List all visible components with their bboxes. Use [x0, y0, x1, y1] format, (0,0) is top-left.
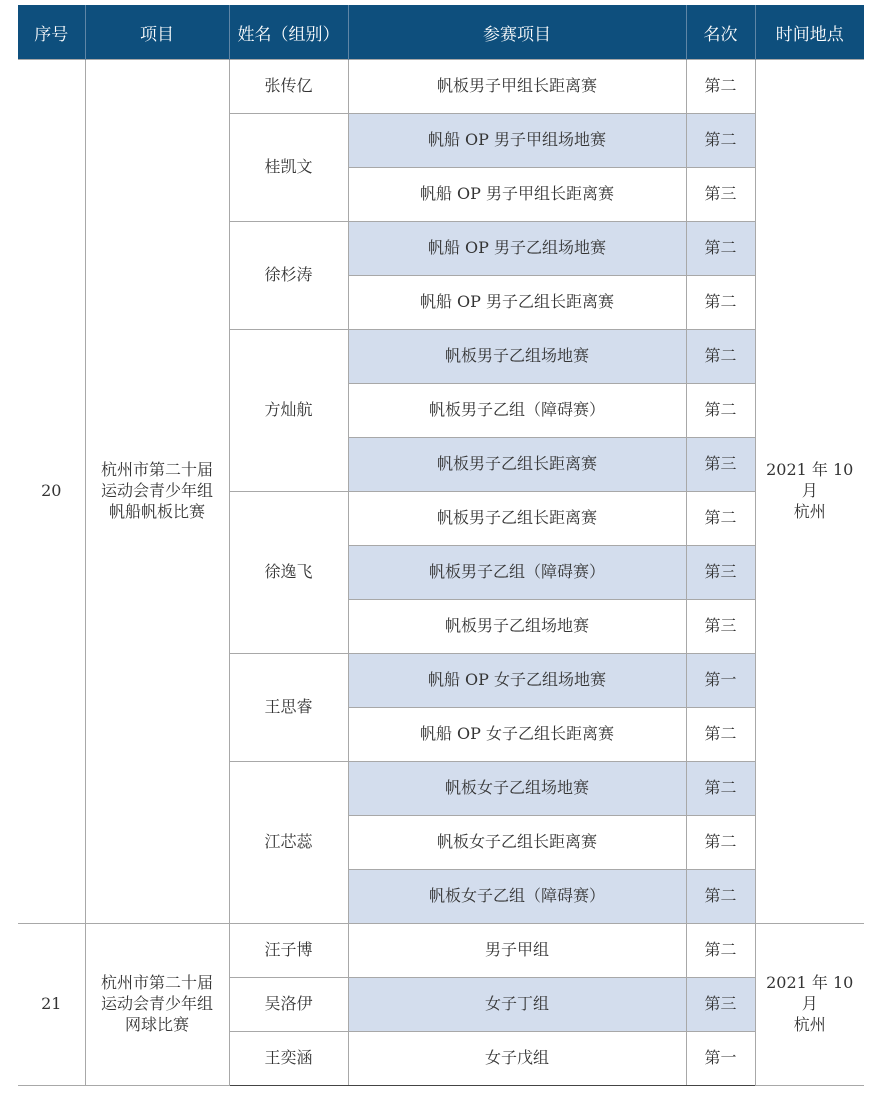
project-line: 运动会青少年组 — [100, 994, 213, 1014]
rank-cell: 第二 — [686, 222, 755, 276]
athlete-name-cell: 江芯蕊 — [229, 762, 348, 924]
table-row — [18, 60, 864, 114]
project-line: 网球比赛 — [124, 1014, 189, 1034]
rank-cell: 第二 — [686, 276, 755, 330]
rank-cell: 第三 — [686, 438, 755, 492]
rank-cell: 第二 — [686, 870, 755, 924]
event-cell: 帆板男子甲组长距离赛 — [348, 60, 686, 114]
project-cell — [85, 924, 229, 1086]
time-place-cell — [755, 924, 864, 1086]
rank-cell: 第二 — [686, 114, 755, 168]
header-seq: 序号 — [18, 5, 85, 60]
athlete-name-cell: 方灿航 — [229, 330, 348, 492]
time-place-cell — [755, 60, 864, 924]
rank-cell: 第二 — [686, 816, 755, 870]
rank-cell: 第三 — [686, 978, 755, 1032]
athlete-name-cell: 徐杉涛 — [229, 222, 348, 330]
event-cell: 帆板男子乙组场地赛 — [348, 330, 686, 384]
rank-cell: 第二 — [686, 330, 755, 384]
time-place-line: 杭州 — [793, 501, 826, 521]
seq-cell: 21 — [18, 924, 85, 1086]
event-cell: 帆船 OP 男子乙组长距离赛 — [348, 276, 686, 330]
rank-cell: 第二 — [686, 60, 755, 114]
time-place-line: 杭州 — [793, 1014, 826, 1034]
time-place-line: 2021 年 10 月 — [766, 973, 854, 1014]
event-cell: 帆板女子乙组场地赛 — [348, 762, 686, 816]
event-cell: 帆板男子乙组长距离赛 — [348, 492, 686, 546]
rank-cell: 第二 — [686, 924, 755, 978]
event-cell: 帆板男子乙组（障碍赛） — [348, 384, 686, 438]
seq-cell: 20 — [18, 60, 85, 924]
event-cell: 帆船 OP 女子乙组长距离赛 — [348, 708, 686, 762]
event-cell: 帆船 OP 男子乙组场地赛 — [348, 222, 686, 276]
athlete-name-cell: 汪子博 — [229, 924, 348, 978]
event-cell: 帆船 OP 女子乙组场地赛 — [348, 654, 686, 708]
table-body — [18, 60, 864, 1086]
event-cell: 帆板男子乙组长距离赛 — [348, 438, 686, 492]
athlete-name-cell: 徐逸飞 — [229, 492, 348, 654]
event-cell: 女子戊组 — [348, 1032, 686, 1086]
event-cell: 帆船 OP 男子甲组长距离赛 — [348, 168, 686, 222]
time-place-line: 2021 年 10 月 — [766, 460, 854, 501]
table-row — [18, 924, 864, 978]
rank-cell: 第二 — [686, 384, 755, 438]
project-line: 运动会青少年组 — [100, 481, 213, 501]
event-cell: 男子甲组 — [348, 924, 686, 978]
athlete-name-cell: 王思睿 — [229, 654, 348, 762]
rank-cell: 第三 — [686, 600, 755, 654]
rank-cell: 第二 — [686, 492, 755, 546]
rank-cell: 第一 — [686, 654, 755, 708]
project-cell — [85, 60, 229, 924]
header-time-place: 时间地点 — [755, 5, 864, 60]
results-table — [18, 5, 864, 1086]
rank-cell: 第三 — [686, 168, 755, 222]
project-line: 杭州市第二十届 — [100, 460, 213, 480]
event-cell: 帆船 OP 男子甲组场地赛 — [348, 114, 686, 168]
rank-cell: 第三 — [686, 546, 755, 600]
event-cell: 帆板女子乙组（障碍赛） — [348, 870, 686, 924]
header-name: 姓名（组别） — [229, 5, 348, 60]
event-cell: 帆板男子乙组场地赛 — [348, 600, 686, 654]
project-line: 杭州市第二十届 — [100, 973, 213, 993]
header-event: 参赛项目 — [348, 5, 686, 60]
rank-cell: 第二 — [686, 762, 755, 816]
event-cell: 帆板女子乙组长距离赛 — [348, 816, 686, 870]
event-cell: 女子丁组 — [348, 978, 686, 1032]
athlete-name-cell: 张传亿 — [229, 60, 348, 114]
rank-cell: 第二 — [686, 708, 755, 762]
rank-cell: 第一 — [686, 1032, 755, 1086]
project-line: 帆船帆板比赛 — [108, 501, 205, 521]
header-row — [18, 5, 864, 60]
athlete-name-cell: 吴洛伊 — [229, 978, 348, 1032]
header-project: 项目 — [85, 5, 229, 60]
athlete-name-cell: 桂凯文 — [229, 114, 348, 222]
athlete-name-cell: 王奕涵 — [229, 1032, 348, 1086]
event-cell: 帆板男子乙组（障碍赛） — [348, 546, 686, 600]
header-rank: 名次 — [686, 5, 755, 60]
